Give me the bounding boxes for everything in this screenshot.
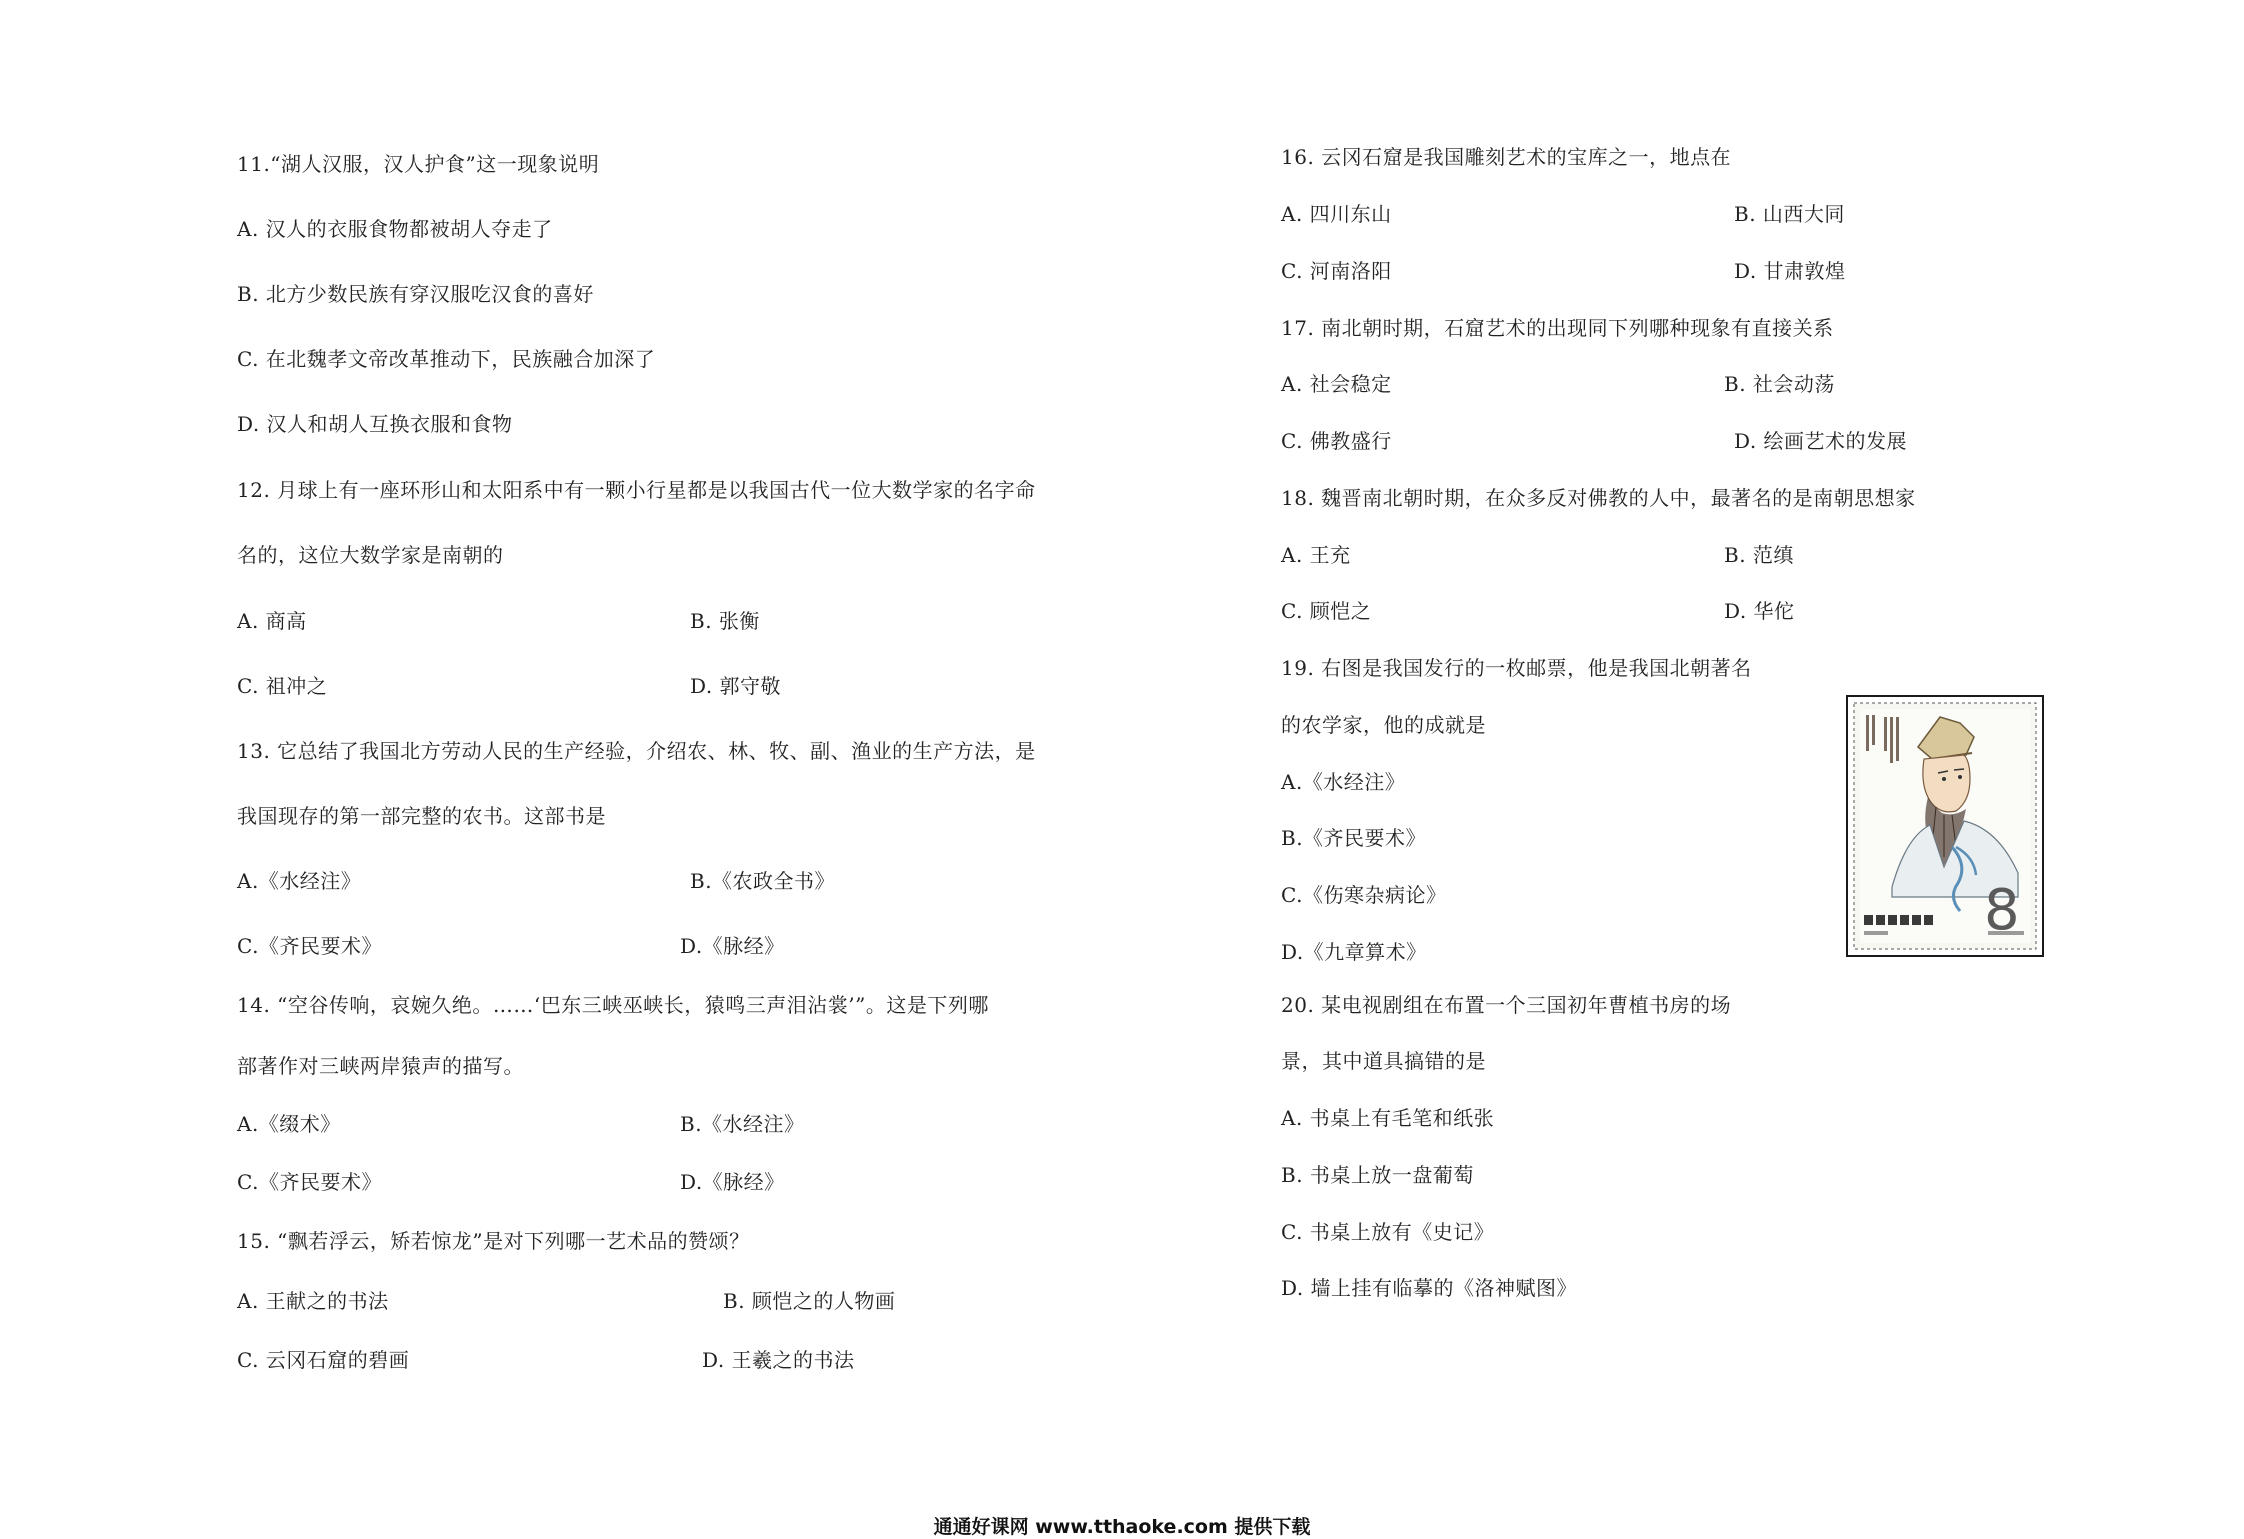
option-c: C.《齐民要术》: [237, 934, 382, 958]
option-d: D. 汉人和胡人互换衣服和食物: [237, 412, 513, 436]
option-d: D. 甘肃敦煌: [1734, 259, 1846, 283]
option-a: A. 王献之的书法: [237, 1289, 389, 1313]
option-d: D. 王羲之的书法: [702, 1348, 855, 1372]
option-b: B.《水经注》: [680, 1112, 805, 1136]
option-b: B. 顾恺之的人物画: [723, 1289, 896, 1313]
option-a: A. 王充: [1281, 543, 1351, 567]
question-stem: 17. 南北朝时期，石窟艺术的出现同下列哪种现象有直接关系: [1281, 316, 1834, 340]
stamp-denomination: 8: [1984, 878, 2020, 943]
option-c: C. 佛教盛行: [1281, 429, 1392, 453]
option-a: A. 社会稳定: [1281, 372, 1392, 396]
postage-stamp-image: [1846, 695, 2044, 957]
option-d: D. 郭守敬: [690, 674, 782, 698]
option-d: D. 华佗: [1724, 599, 1795, 623]
question-stem: 19. 右图是我国发行的一枚邮票，他是我国北朝著名: [1281, 656, 1752, 680]
option-b: B. 张衡: [690, 609, 760, 633]
option-a: A. 四川东山: [1281, 202, 1392, 226]
question-stem-continued: 名的，这位大数学家是南朝的: [237, 543, 504, 567]
question-stem: 15. “飘若浮云，矫若惊龙”是对下列哪一艺术品的赞颂？: [237, 1229, 750, 1253]
option-b: B. 山西大同: [1734, 202, 1845, 226]
question-stem: 12. 月球上有一座环形山和太阳系中有一颗小行星都是以我国古代一位大数学家的名字命: [237, 478, 1036, 502]
question-stem: 13. 它总结了我国北方劳动人民的生产经验，介绍农、林、牧、副、渔业的生产方法，是: [237, 739, 1036, 763]
option-c: C.《齐民要术》: [237, 1170, 382, 1194]
footer-download-notice: 通通好课网 www.tthaoke.com 提供下载: [933, 1516, 1311, 1538]
option-a: A.《缀术》: [237, 1112, 341, 1136]
option-a: A. 汉人的衣服食物都被胡人夺走了: [237, 217, 553, 241]
option-c: C. 祖冲之: [237, 674, 328, 698]
option-c: C.《伤寒杂病论》: [1281, 883, 1447, 907]
question-stem-continued: 我国现存的第一部完整的农书。这部书是: [237, 804, 606, 828]
option-b: B. 范缜: [1724, 543, 1794, 567]
option-d: D.《脉经》: [680, 934, 785, 958]
option-a: A.《水经注》: [237, 869, 362, 893]
option-b: B. 北方少数民族有穿汉服吃汉食的喜好: [237, 282, 594, 306]
question-stem-continued: 部著作对三峡两岸猿声的描写。: [237, 1054, 524, 1078]
stamp-illustration: [1848, 697, 2042, 955]
option-c: C. 河南洛阳: [1281, 259, 1392, 283]
option-a: A. 商高: [237, 609, 307, 633]
option-d: D.《九章算术》: [1281, 940, 1427, 964]
option-d: D. 绘画艺术的发展: [1734, 429, 1908, 453]
question-stem: 20. 某电视剧组在布置一个三国初年曹植书房的场: [1281, 993, 1732, 1017]
question-stem-continued: 景，其中道具搞错的是: [1281, 1049, 1486, 1073]
option-b: B. 社会动荡: [1724, 372, 1835, 396]
option-c: C. 顾恺之: [1281, 599, 1372, 623]
option-d: D.《脉经》: [680, 1170, 785, 1194]
option-c: C. 书桌上放有《史记》: [1281, 1220, 1495, 1244]
question-stem: 16. 云冈石窟是我国雕刻艺术的宝库之一，地点在: [1281, 145, 1732, 169]
option-d: D. 墙上挂有临摹的《洛神赋图》: [1281, 1276, 1578, 1300]
option-b: B.《齐民要术》: [1281, 826, 1427, 850]
question-stem-continued: 的农学家，他的成就是: [1281, 713, 1486, 737]
option-b: B.《农政全书》: [690, 869, 836, 893]
option-a: A.《水经注》: [1281, 770, 1406, 794]
option-c: C. 在北魏孝文帝改革推动下，民族融合加深了: [237, 347, 656, 371]
question-stem: 14. “空谷传响，哀婉久绝。……‘巴东三峡巫峡长，猿鸣三声泪沾裳’”。这是下列哪: [237, 993, 989, 1017]
question-stem: 18. 魏晋南北朝时期，在众多反对佛教的人中，最著名的是南朝思想家: [1281, 486, 1916, 510]
option-b: B. 书桌上放一盘葡萄: [1281, 1163, 1474, 1187]
option-c: C. 云冈石窟的碧画: [237, 1348, 410, 1372]
question-stem: 11.“湖人汉服，汉人护食”这一现象说明: [237, 152, 600, 176]
option-a: A. 书桌上有毛笔和纸张: [1281, 1106, 1495, 1130]
